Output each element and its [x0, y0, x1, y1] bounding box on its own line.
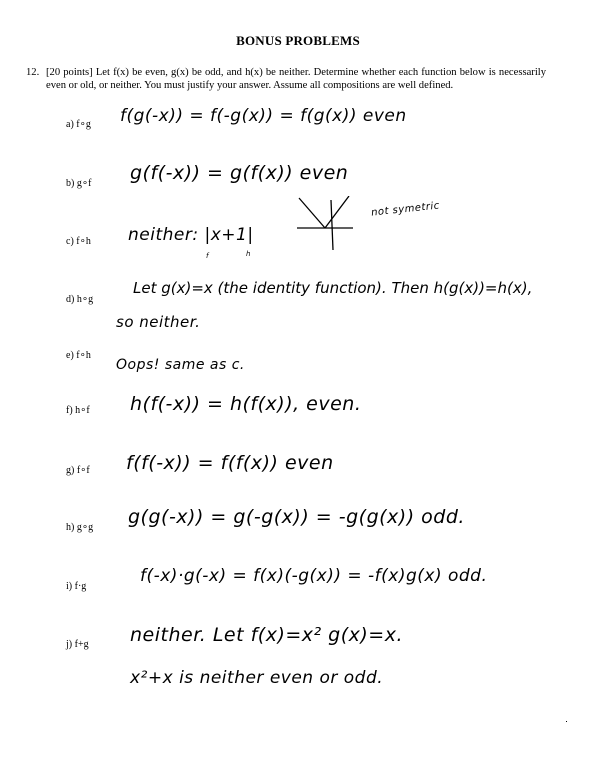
part-c-note: not symetric: [370, 200, 441, 219]
part-f-label: f) h∘f: [66, 405, 90, 416]
part-d-answer-line2: so neither.: [116, 313, 201, 331]
part-j-answer-line2: x²+x is neither even or odd.: [130, 668, 384, 688]
part-b-label: b) g∘f: [66, 178, 92, 189]
part-c-answer: neither: |x+1|: [128, 225, 254, 245]
part-d-answer: Let g(x)=x (the identity function). Then h(g(x))=h(x),: [133, 279, 533, 297]
part-d-label: d) h∘g: [66, 294, 94, 305]
stray-mark: [566, 721, 567, 722]
part-e-label: e) f∘h: [66, 350, 91, 361]
part-h-label: h) g∘g: [66, 522, 94, 533]
part-j-label: j) f+g: [66, 639, 89, 650]
part-b-answer: g(f(-x)) = g(f(x)) even: [130, 162, 349, 184]
part-c-subscript-f: f: [206, 252, 209, 260]
part-j-answer: neither. Let f(x)=x² g(x)=x.: [130, 624, 404, 646]
part-g-label: g) f∘f: [66, 465, 90, 476]
part-c-label: c) f∘h: [66, 236, 91, 247]
part-h-answer: g(g(-x)) = g(-g(x)) = -g(g(x)) odd.: [128, 506, 465, 528]
part-g-answer: f(f(-x)) = f(f(x)) even: [126, 452, 334, 474]
part-c-subscript-h: h: [246, 250, 251, 258]
page-title: BONUS PROBLEMS: [236, 33, 360, 48]
problem-number: 12.: [26, 67, 40, 78]
problem-text: [20 points] Let f(x) be even, g(x) be odd, and h(x) be neither. Determine whether each function below is necessarily even or old, or neither. You must justify your answer. Assume all compositions are well defined.: [46, 67, 546, 91]
graph-sketch: [295, 196, 355, 252]
part-f-answer: h(f(-x)) = h(f(x)), even.: [130, 393, 362, 415]
part-a-answer: f(g(-x)) = f(-g(x)) = f(g(x)) even: [120, 106, 407, 126]
part-i-label: i) f·g: [66, 581, 87, 592]
part-a-label: a) f∘g: [66, 119, 91, 130]
part-e-answer: Oops! same as c.: [116, 357, 245, 373]
part-i-answer: f(-x)·g(-x) = f(x)(-g(x)) = -f(x)g(x) odd.: [140, 566, 488, 586]
